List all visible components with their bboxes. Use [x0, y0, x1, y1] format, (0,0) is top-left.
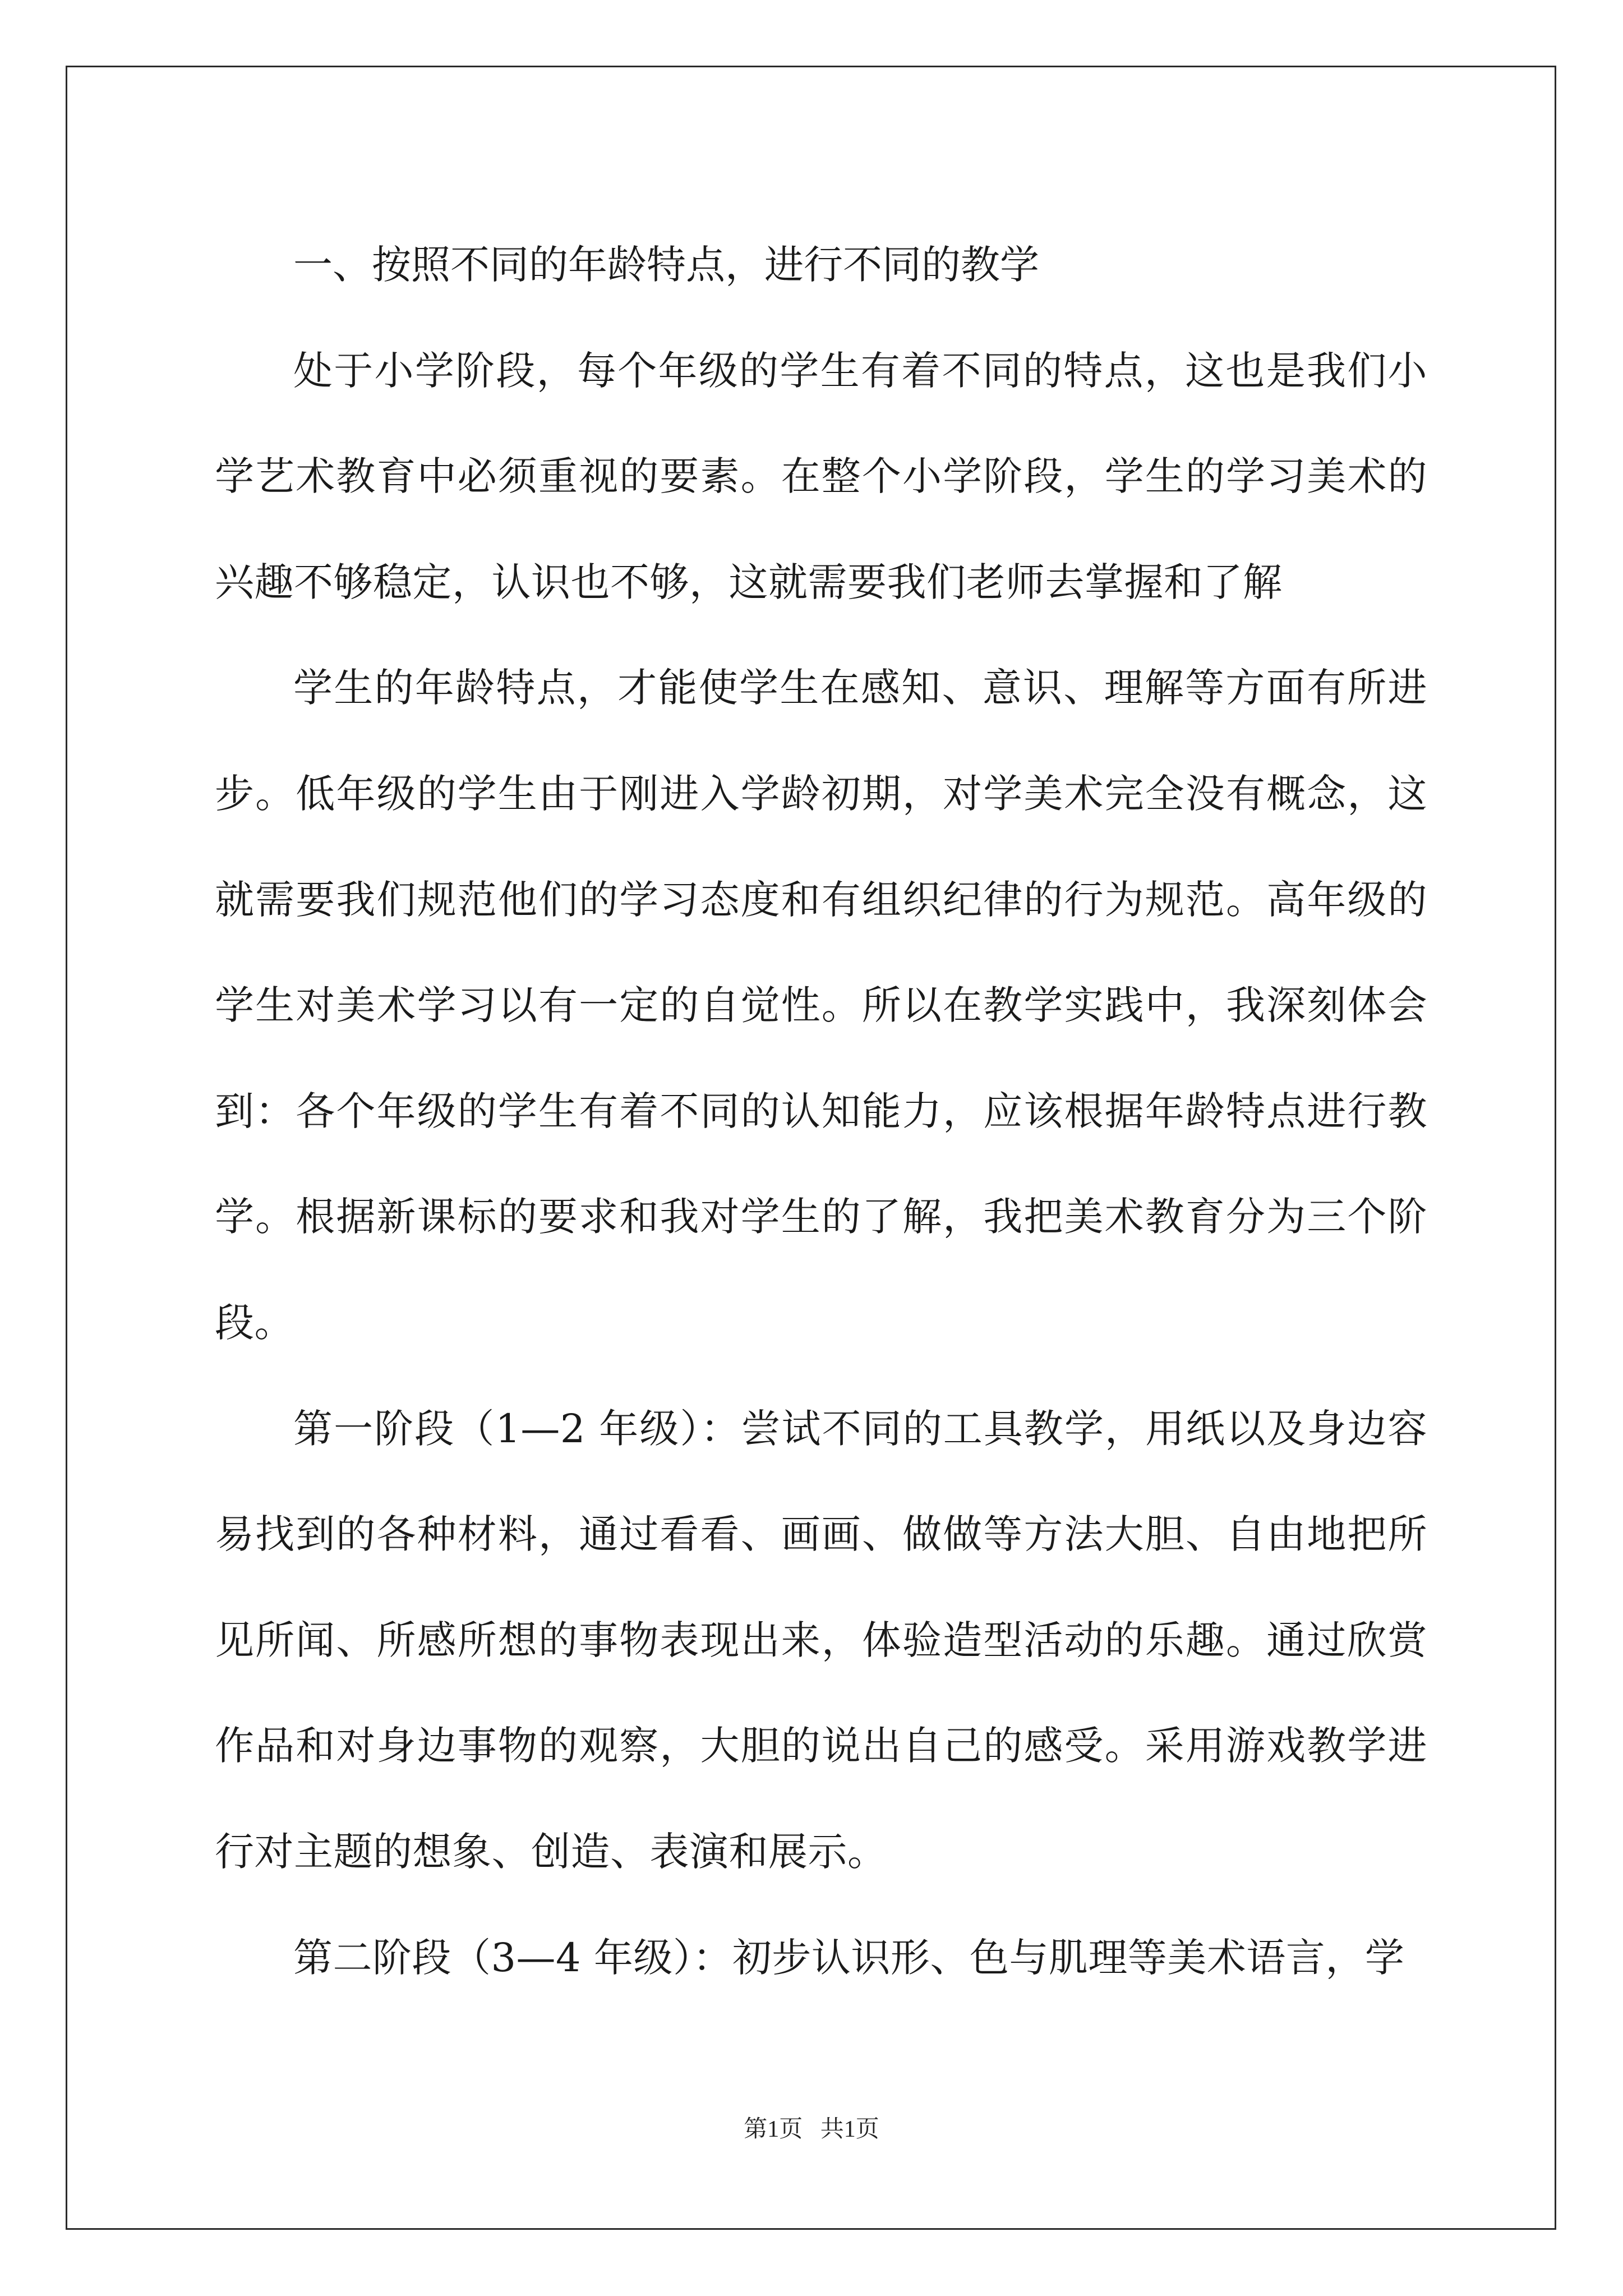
document-body [215, 212, 1427, 2010]
paragraph: 学生的年龄特点，才能使学生在感知、意识、理解等方面有所进步。低年级的学生由于刚进入学龄初期，对学美术完全没有概念，这就需要我们规范他们的学习态度和有组织纪律的行为规范。高年级的学生对美术学习以有一定的自觉性。所以在教学实践中，我深刻体会到：各个年级的学生有着不同的认知能力，应该根据年龄特点进行教学。根据新课标的要求和我对学生的了解，我把美术教育分为三个阶段。 [215, 665, 1427, 1346]
page-footer: 第1页 共1页 [744, 2116, 879, 2142]
paragraph: 第一阶段（1—2 年级）：尝试不同的工具教学，用纸以及身边容易找到的各种材料，通过看看、画画、做做等方法大胆、自由地把所见所闻、所感所想的事物表现出来，体验造型活动的乐趣。通过欣赏作品和对身边事物的观察，大胆的说出自己的感受。采用游戏教学进行对主题的想象、创造、表演和展示。 [215, 1405, 1427, 1875]
paragraph: 处于小学阶段，每个年级的学生有着不同的特点，这也是我们小学艺术教育中必须重视的要素。在整个小学阶段，学生的学习美术的兴趣不够稳定，认识也不够，这就需要我们老师去掌握和了解 [215, 347, 1427, 605]
paragraph: 第二阶段（3—4 年级）：初步认识形、色与肌理等美术语言，学 [293, 1934, 1405, 1981]
section-heading: 一、按照不同的年龄特点，进行不同的教学 [293, 242, 1039, 288]
